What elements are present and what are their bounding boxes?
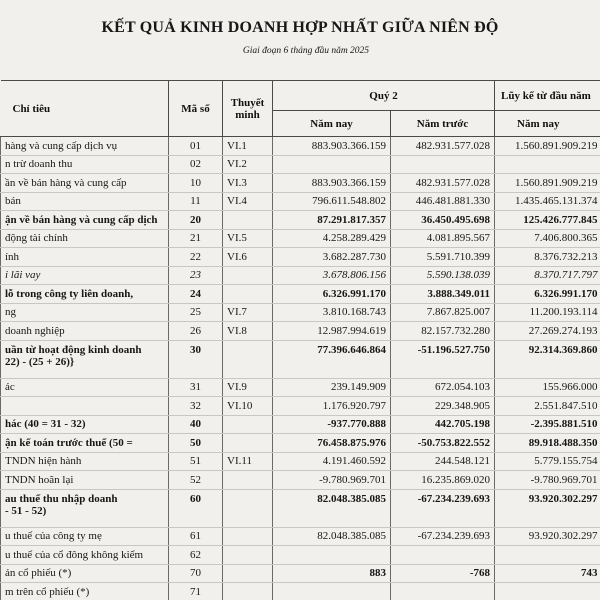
- q2-prior-year-value: 82.157.732.280: [391, 322, 495, 341]
- report-subtitle: Giai đoạn 6 tháng đầu năm 2025: [242, 46, 370, 56]
- report-title: KẾT QUẢ KINH DOANH HỢP NHẤT GIỮA NIÊN ĐỘ: [101, 19, 499, 36]
- row-code: 11: [169, 192, 223, 211]
- ytd-current-year-value: 8.370.717.797: [495, 266, 600, 285]
- row-label-line: ác: [5, 381, 15, 394]
- q2-current-year-value: 77.396.646.864: [273, 340, 391, 378]
- q2-current-year-value: 3.682.287.730: [273, 248, 391, 267]
- q2-prior-year-value: 16.235.869.020: [391, 471, 495, 490]
- header-chi-tieu: Chỉ tiêu: [1, 81, 169, 137]
- q2-current-year-value: 796.611.548.802: [273, 192, 391, 211]
- row-code: 32: [169, 397, 223, 416]
- q2-current-year-value: [273, 546, 391, 565]
- row-note: [223, 434, 273, 453]
- row-label: [1, 452, 169, 471]
- row-label-line: m trên cổ phiếu (*): [5, 585, 90, 598]
- row-label-line: lỗ trong công ty liên doanh,: [5, 287, 134, 300]
- ytd-current-year-value: -9.780.969.701: [495, 471, 600, 490]
- ytd-current-year-value: 8.376.732.213: [495, 248, 600, 267]
- row-label-line-2: - 51 - 52): [5, 504, 47, 517]
- q2-prior-year-value: 442.705.198: [391, 415, 495, 434]
- row-code: 26: [169, 322, 223, 341]
- row-note: [223, 527, 273, 546]
- q2-prior-year-value: 229.348.905: [391, 397, 495, 416]
- row-label-line: i lãi vay: [5, 269, 41, 282]
- ytd-current-year-value: 92.314.369.860: [495, 340, 600, 378]
- row-label: [1, 137, 169, 156]
- row-note: VI.11: [223, 452, 273, 471]
- ytd-current-year-value: [495, 155, 600, 174]
- table-row: [1, 285, 600, 304]
- row-label-line: hác (40 = 31 - 32): [5, 418, 86, 431]
- q2-current-year-value: [273, 583, 391, 600]
- table-row: [1, 211, 600, 230]
- row-note: VI.6: [223, 248, 273, 267]
- q2-current-year-value: 76.458.875.976: [273, 434, 391, 453]
- row-code: 31: [169, 378, 223, 397]
- row-note: VI.7: [223, 303, 273, 322]
- ytd-current-year-value: 1.560.891.909.219: [495, 137, 600, 156]
- ytd-current-year-value: 6.326.991.170: [495, 285, 600, 304]
- row-label: [1, 564, 169, 583]
- row-code: 22: [169, 248, 223, 267]
- table-header: [1, 81, 600, 137]
- q2-current-year-value: 1.176.920.797: [273, 397, 391, 416]
- table-row: [1, 397, 600, 416]
- row-label: [1, 229, 169, 248]
- q2-prior-year-value: 482.931.577.028: [391, 137, 495, 156]
- row-code: 21: [169, 229, 223, 248]
- row-label-line: ản cổ phiếu (*): [5, 567, 72, 580]
- ytd-current-year-value: 1.435.465.131.374: [495, 192, 600, 211]
- header-quy-2: Quý 2: [273, 81, 495, 111]
- ytd-current-year-value: 155.966.000: [495, 378, 600, 397]
- q2-current-year-value: 883: [273, 564, 391, 583]
- row-label-line: hàng và cung cấp dịch vụ: [5, 139, 118, 152]
- row-label-line: u thuế của công ty mẹ: [5, 530, 102, 543]
- row-note: [223, 471, 273, 490]
- q2-current-year-value: 4.258.289.429: [273, 229, 391, 248]
- row-code: 25: [169, 303, 223, 322]
- table-row: [1, 452, 600, 471]
- q2-prior-year-value: 672.054.103: [391, 378, 495, 397]
- row-label: [1, 192, 169, 211]
- row-code: 30: [169, 340, 223, 378]
- row-label: [1, 527, 169, 546]
- ytd-current-year-value: 27.269.274.193: [495, 322, 600, 341]
- header-luy-ke-nam-nay: Năm nay: [495, 111, 600, 137]
- row-note: [223, 211, 273, 230]
- q2-current-year-value: 883.903.366.159: [273, 174, 391, 193]
- row-label: [1, 303, 169, 322]
- table-body: [1, 137, 600, 600]
- row-code: 70: [169, 564, 223, 583]
- row-label-line: uần từ hoạt động kinh doanh: [5, 343, 142, 356]
- table-row: [1, 415, 600, 434]
- q2-current-year-value: 12.987.994.619: [273, 322, 391, 341]
- row-note: VI.9: [223, 378, 273, 397]
- row-label-line: TNDN hoãn lại: [5, 473, 74, 486]
- q2-prior-year-value: -67.234.239.693: [391, 527, 495, 546]
- row-label: [1, 340, 169, 378]
- row-label-line: ính: [5, 250, 20, 263]
- row-code: 20: [169, 211, 223, 230]
- table-row: [1, 303, 600, 322]
- q2-current-year-value: 3.678.806.156: [273, 266, 391, 285]
- ytd-current-year-value: 11.200.193.114: [495, 303, 600, 322]
- table-row: [1, 229, 600, 248]
- q2-current-year-value: -937.770.888: [273, 415, 391, 434]
- table-row: [1, 340, 600, 378]
- q2-current-year-value: 883.903.366.159: [273, 137, 391, 156]
- row-note: [223, 415, 273, 434]
- row-note: VI.3: [223, 174, 273, 193]
- q2-prior-year-value: 5.591.710.399: [391, 248, 495, 267]
- q2-current-year-value: 82.048.385.085: [273, 489, 391, 527]
- row-label-line-2: 22) - (25 + 26)}: [5, 355, 75, 368]
- ytd-current-year-value: 5.779.155.754: [495, 452, 600, 471]
- row-note: [223, 546, 273, 565]
- q2-prior-year-value: -51.196.527.750: [391, 340, 495, 378]
- q2-prior-year-value: 482.931.577.028: [391, 174, 495, 193]
- row-label: [1, 583, 169, 600]
- q2-prior-year-value: 5.590.138.039: [391, 266, 495, 285]
- row-label-line: ần về bán hàng và cung cấp: [5, 176, 127, 189]
- q2-current-year-value: 6.326.991.170: [273, 285, 391, 304]
- ytd-current-year-value: 2.551.847.510: [495, 397, 600, 416]
- income-statement-table: [0, 80, 600, 600]
- q2-current-year-value: 239.149.909: [273, 378, 391, 397]
- table-row: [1, 266, 600, 285]
- row-label: [1, 471, 169, 490]
- row-label: [1, 285, 169, 304]
- q2-prior-year-value: 4.081.895.567: [391, 229, 495, 248]
- table-row: [1, 174, 600, 193]
- table-row: [1, 489, 600, 527]
- row-code: 24: [169, 285, 223, 304]
- table-row: [1, 583, 600, 600]
- row-code: 01: [169, 137, 223, 156]
- ytd-current-year-value: 1.560.891.909.219: [495, 174, 600, 193]
- q2-prior-year-value: -50.753.822.552: [391, 434, 495, 453]
- table-row: [1, 137, 600, 156]
- table-row: [1, 527, 600, 546]
- row-label: [1, 546, 169, 565]
- q2-current-year-value: 87.291.817.357: [273, 211, 391, 230]
- row-label-line: au thuế thu nhập doanh: [5, 492, 118, 505]
- q2-prior-year-value: 446.481.881.330: [391, 192, 495, 211]
- table-row: [1, 471, 600, 490]
- row-code: 61: [169, 527, 223, 546]
- q2-prior-year-value: [391, 155, 495, 174]
- row-label: [1, 248, 169, 267]
- row-label-line: TNDN hiện hành: [5, 455, 82, 468]
- row-label: [1, 434, 169, 453]
- q2-prior-year-value: 244.548.121: [391, 452, 495, 471]
- row-label-line: u thuế của cổ đông không kiểm: [5, 548, 144, 561]
- row-label-line: ận về bán hàng và cung cấp dịch: [5, 213, 158, 226]
- row-code: 40: [169, 415, 223, 434]
- row-code: 71: [169, 583, 223, 600]
- q2-current-year-value: 82.048.385.085: [273, 527, 391, 546]
- ytd-current-year-value: 93.920.302.297: [495, 489, 600, 527]
- table-row: [1, 322, 600, 341]
- ytd-current-year-value: [495, 583, 600, 600]
- row-code: 50: [169, 434, 223, 453]
- ytd-current-year-value: 743: [495, 564, 600, 583]
- q2-current-year-value: -9.780.969.701: [273, 471, 391, 490]
- header-ma-so: Mã số: [169, 81, 223, 137]
- row-label: [1, 378, 169, 397]
- row-label: [1, 155, 169, 174]
- row-label: [1, 211, 169, 230]
- row-label: [1, 489, 169, 527]
- q2-current-year-value: [273, 155, 391, 174]
- row-code: 10: [169, 174, 223, 193]
- q2-prior-year-value: 7.867.825.007: [391, 303, 495, 322]
- q2-prior-year-value: -67.234.239.693: [391, 489, 495, 527]
- row-label-line: bán: [5, 195, 21, 208]
- row-label: [1, 266, 169, 285]
- row-label-line: động tài chính: [5, 232, 68, 245]
- row-note: [223, 489, 273, 527]
- q2-prior-year-value: 36.450.495.698: [391, 211, 495, 230]
- q2-prior-year-value: [391, 546, 495, 565]
- ytd-current-year-value: 125.426.777.845: [495, 211, 600, 230]
- q2-current-year-value: 3.810.168.743: [273, 303, 391, 322]
- row-note: [223, 266, 273, 285]
- row-label: [1, 415, 169, 434]
- row-label-line: ng: [5, 306, 16, 319]
- row-label-line: n trừ doanh thu: [5, 158, 73, 171]
- q2-prior-year-value: -768: [391, 564, 495, 583]
- ytd-current-year-value: 93.920.302.297: [495, 527, 600, 546]
- table-row: [1, 155, 600, 174]
- header-row-1: [1, 81, 600, 111]
- row-code: 52: [169, 471, 223, 490]
- q2-prior-year-value: 3.888.349.011: [391, 285, 495, 304]
- table-row: [1, 564, 600, 583]
- row-note: VI.5: [223, 229, 273, 248]
- q2-prior-year-value: [391, 583, 495, 600]
- table-row: [1, 248, 600, 267]
- row-note: [223, 564, 273, 583]
- row-note: VI.1: [223, 137, 273, 156]
- ytd-current-year-value: -2.395.881.510: [495, 415, 600, 434]
- table-row: [1, 192, 600, 211]
- row-code: 60: [169, 489, 223, 527]
- row-note: [223, 340, 273, 378]
- row-label: [1, 322, 169, 341]
- table-row: [1, 378, 600, 397]
- row-code: 51: [169, 452, 223, 471]
- row-label: [1, 174, 169, 193]
- row-note: [223, 285, 273, 304]
- header-q2-nam-truoc: Năm trước: [391, 111, 495, 137]
- row-label-line: ận kế toán trước thuế (50 =: [5, 436, 133, 449]
- row-note: VI.10: [223, 397, 273, 416]
- table-row: [1, 546, 600, 565]
- row-label: [1, 397, 169, 416]
- ytd-current-year-value: 7.406.800.365: [495, 229, 600, 248]
- row-note: [223, 583, 273, 600]
- row-code: 62: [169, 546, 223, 565]
- row-note: VI.8: [223, 322, 273, 341]
- header-thuyet-minh: Thuyết minh: [223, 81, 273, 137]
- ytd-current-year-value: [495, 546, 600, 565]
- header-q2-nam-nay: Năm nay: [273, 111, 391, 137]
- table-row: [1, 434, 600, 453]
- row-note: VI.4: [223, 192, 273, 211]
- q2-current-year-value: 4.191.460.592: [273, 452, 391, 471]
- row-note: VI.2: [223, 155, 273, 174]
- row-code: 23: [169, 266, 223, 285]
- row-label-line: doanh nghiệp: [5, 324, 65, 337]
- header-luy-ke: Lũy kế từ đầu năm: [495, 81, 600, 111]
- ytd-current-year-value: 89.918.488.350: [495, 434, 600, 453]
- row-code: 02: [169, 155, 223, 174]
